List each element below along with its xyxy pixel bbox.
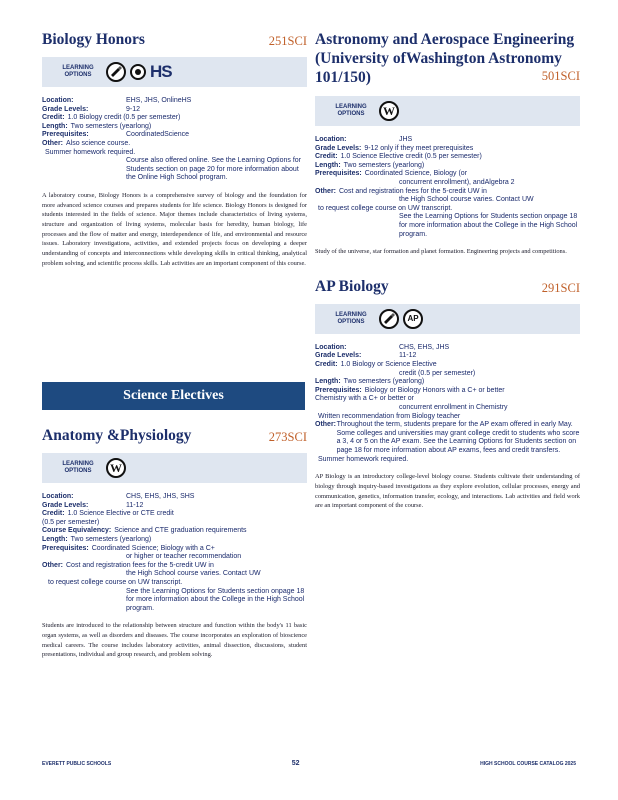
prereq-value: Biology or Biology Honors with a C+ or better <box>364 386 505 394</box>
right-column <box>315 30 580 511</box>
learning-options-label: LEARNING OPTIONS <box>62 65 94 78</box>
course-info: Location: EHS, JHS, OnlineHS Grade Levels: 9-12 Credit: 1.0 Biology credit (0.5 per semester) Length: Two semesters (yearlong) Prerequisites: CoordinatedScience Other: Also science course. Summer homework required. Course also offered online. See the Learning Options for Students section on page 20 for more information about the Online High School program. <box>42 97 307 183</box>
course-description: AP Biology is an introductory college-level biology course. Students cultivate their understanding of biology through inquiry-based investigations as they explore evolution, cellular processes, energy and communication, genetics, information transfer, ecology, and interactions. Lab activities and field work are an important component of the course. <box>315 473 580 510</box>
credit-value: 1.0 Science Elective or CTE credit <box>67 510 174 518</box>
online-icon <box>106 62 126 82</box>
other-note-online: Course also offered online. See the Learning Options for Students section on page 20 for more information about the Online High School program. <box>126 157 301 182</box>
course-biology-honors <box>42 30 307 269</box>
course-astronomy <box>315 30 580 257</box>
learning-options-box <box>42 453 307 483</box>
left-column-lower <box>42 426 307 660</box>
course-description: Students are introduced to the relationship between structure and function within the body's 11 basic organ systems, as well as disorders and diseases. The course incorporates an exploration of bioscience medical careers. The course includes laboratory activities, animal dissection, discussions, student presentations, individual and group research, and problem solving. <box>42 622 307 659</box>
learning-options-box <box>315 96 580 126</box>
other-value: Throughout the term, students prepare for the AP exam offered in early May. Some colleges and universities may grant college credit to students who score a 3, 4 or 5 on the AP exam. See the Learning Options for Students section on page 18 for more information about AP exams, fees and credit transfers. <box>336 421 580 454</box>
course-title: Anatomy &Physiology <box>42 427 192 444</box>
prereq-value: Coordinated Science; Biology with a C+ <box>91 544 215 552</box>
online-icon <box>379 309 399 329</box>
other-value: Cost and registration fees for the 5-credit UW in <box>339 187 487 195</box>
other-note: See the Learning Options for Students section onpage 18 for more information about the College in the High School program. <box>126 587 305 612</box>
course-info: Location: JHS Grade Levels: 9-12 only if they meet prerequisites Credit: 1.0 Science Elective credit (0.5 per semester) Length: Two semesters (yearlong) Prerequisites: Coordinated Science, Biology (or concurrent enrollment), andAlgebra 2 Other: Cost and registration fees for the 5-credit UW in the High School course varies. Contact UW to request college course on UW transcript. See the Learning Options for Students section onpage 18 for more information about the College in the High School program. <box>315 136 580 239</box>
course-info: Location: CHS, EHS, JHS, SHS Grade Levels: 11-12 Credit: 1.0 Science Elective or CTE credit (0.5 per semester) Course Equivalency: Science and CTE graduation requirements Length: Two semesters (yearlong) Prerequisites: Coordinated Science; Biology with a C+ or higher or teacher recommendation Other: Cost and registration fees for the 5-credit UW in the High School course varies. Contact UW to request college course on UW transcript. See the Learning Options for Students section onpage 18 for more information about the College in the High School program. <box>42 493 307 613</box>
course-title: Biology Honors <box>42 31 145 48</box>
footer-district: EVERETT PUBLIC SCHOOLS <box>42 760 112 767</box>
course-description: Study of the universe, star formation and planet formation. Engineering projects and competitions. <box>315 248 567 256</box>
prereq-value: CoordinatedScience <box>126 131 190 139</box>
learning-options-label: LEARNING OPTIONS <box>335 311 367 325</box>
left-column <box>42 30 307 269</box>
other-value: Also science course. <box>66 139 131 147</box>
other-value: Cost and registration fees for the 5-credit UW in <box>66 561 214 569</box>
length-value: Two semesters (yearlong) <box>70 122 152 130</box>
other-note: See the Learning Options for Students section onpage 18 for more information about the College in the High School program. <box>399 213 578 238</box>
page-number: 52 <box>291 760 300 767</box>
length-value: Two semesters (yearlong) <box>343 378 425 386</box>
footer-catalog: HIGH SCHOOL COURSE CATALOG 2025 <box>480 760 576 767</box>
section-banner: Science Electives <box>42 382 305 410</box>
course-ap-biology <box>315 277 580 511</box>
course-title: AP Biology <box>315 277 389 295</box>
uw-icon: W <box>379 101 399 121</box>
credit-value: 1.0 Science Elective credit (0.5 per semester) <box>340 153 482 161</box>
credit-value: 1.0 Biology or Science Elective <box>340 361 437 369</box>
course-code: 291SCI <box>541 280 580 295</box>
location-value: JHS <box>399 136 413 143</box>
uw-icon: W <box>106 458 126 478</box>
learning-options-box <box>315 304 580 334</box>
other-note: Summer homework required. <box>45 148 136 156</box>
equivalency-value: Science and CTE graduation requirements <box>114 527 247 535</box>
ap-icon: AP <box>403 309 423 329</box>
location-value: EHS, JHS, OnlineHS <box>126 97 192 104</box>
length-value: Two semesters (yearlong) <box>70 535 152 543</box>
prereq-value: Coordinated Science, Biology (or <box>364 170 468 178</box>
location-value: CHS, EHS, JHS, SHS <box>126 493 195 500</box>
honors-icon <box>130 64 146 80</box>
learning-options-box <box>42 57 307 87</box>
honors-hs-icon: HS <box>150 62 172 81</box>
page-footer <box>42 760 576 767</box>
grade-value: 11-12 <box>399 352 417 360</box>
credit-value: 1.0 Biology credit (0.5 per semester) <box>67 114 181 122</box>
course-code: 251SCI <box>268 34 307 48</box>
course-code: 273SCI <box>268 430 307 444</box>
learning-options-label: LEARNING OPTIONS <box>62 461 94 474</box>
grade-value: 9-12 <box>126 105 141 113</box>
grade-value: 9-12 only if they meet prerequisites <box>364 144 474 152</box>
course-title: Astronomy and Aerospace Engineering (University ofWashington Astronomy 101/150) <box>315 31 575 86</box>
course-description: A laboratory course, Biology Honors is a comprehensive survey of biology and the foundation for more advanced science courses and prepares students for life science. Biology Honors is designed for students interested in the fields of science. Major themes include characteristics of living systems, structure and organization of living systems, molecular basis for heredity, human biology, life processes and the flow of matter and energy, interdependence of life, and environmental and resource issues. Laboratory investigations, activities, and extended projects focus on developing a deeper understanding of concepts and interconnections while developing skills in critical thinking, analytical problem solving, and scientific process skills. Lab activities are an important component of this course. <box>42 191 307 267</box>
course-code: 501SCI <box>541 69 580 83</box>
length-value: Two semesters (yearlong) <box>343 161 425 169</box>
location-value: CHS, EHS, JHS <box>399 343 450 351</box>
course-info: Location: CHS, EHS, JHS Grade Levels: 11-12 Credit: 1.0 Biology or Science Elective credit (0.5 per semester) Length: Two semesters (yearlong) Prerequisites: Biology or Biology Honors with a C+ or better Chemistry with a C+ or better or concurrent enrollment in Chemistry Written recommendation from Biology teacher Other: Throughout the term, students prepare for the AP exam offered in early May. Some colleges and universities may grant college credit to students who score a 3, 4 or 5 on the AP exam. See the Learning Options for Students section on page 18 for more information about AP exams, fees and credit transfers. Summer homework required. <box>315 343 580 463</box>
grade-value: 11-12 <box>126 501 144 509</box>
learning-options-label: LEARNING OPTIONS <box>335 104 367 117</box>
course-anatomy-physiology <box>42 426 307 660</box>
other-note: Summer homework required. <box>318 455 409 463</box>
